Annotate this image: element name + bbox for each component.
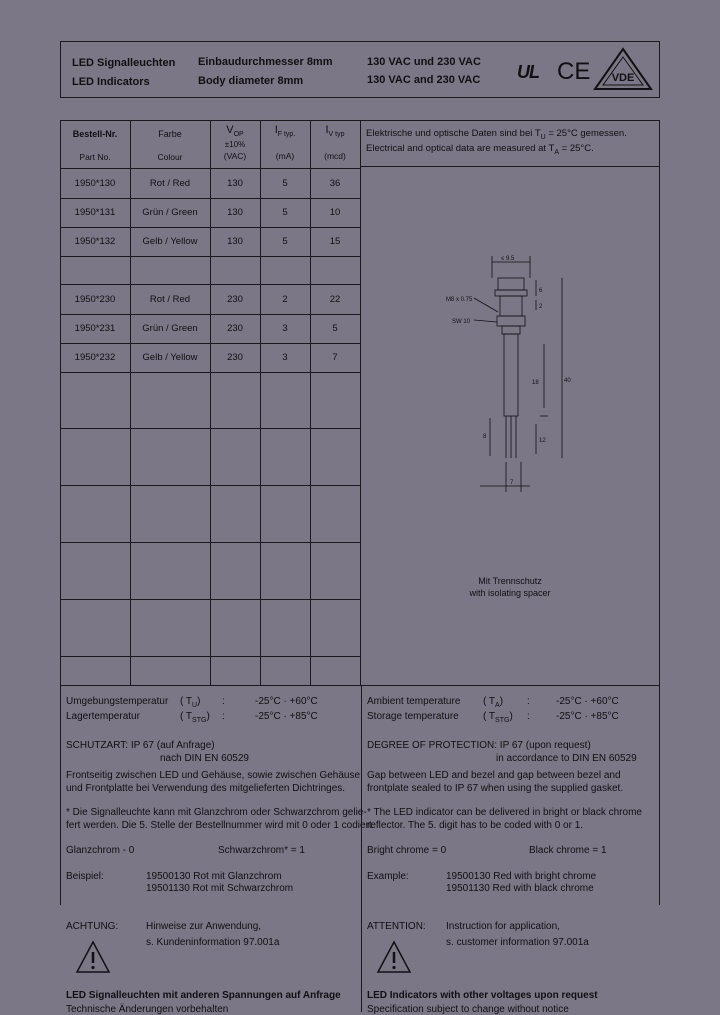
header-intensity-sub: V typ	[328, 131, 345, 139]
storage-symbol-en	[483, 711, 513, 724]
dim-b: 2	[539, 304, 543, 310]
example-2-en: 19501130 Red with black chrome	[446, 883, 594, 894]
cell-part: 1950*232	[74, 352, 116, 363]
footer-2-de: Technische Änderungen vorbehalten	[66, 1004, 229, 1015]
protection-en: DEGREE OF PROTECTION: IP 67 (upon request)	[367, 740, 591, 751]
cell-part: 1950*131	[74, 207, 116, 218]
cell-voltage: 230	[227, 294, 243, 305]
dim-width: ≤ 9.5	[501, 256, 515, 262]
example-1-de: 19500130 Rot mit Glanzchrom	[146, 871, 282, 882]
cell-current: 5	[282, 236, 288, 247]
cell-intensity: 7	[332, 352, 338, 363]
cell-part: 1950*132	[74, 236, 116, 247]
storage-sep-en: :	[527, 711, 530, 722]
attention-label-de: ACHTUNG:	[66, 921, 119, 932]
storage-sub-en: STG	[495, 717, 510, 724]
header-intensity-unit: (mcd)	[324, 151, 346, 161]
measurement-note-en-end: = 25°C.	[559, 143, 594, 154]
cell-intensity: 15	[329, 236, 341, 247]
dim-a: 6	[539, 288, 543, 294]
cell-current: 2	[282, 294, 288, 305]
dimension-drawing	[440, 248, 570, 498]
gap-text-2-en: frontplate sealed to IP 67 when using the supplied gasket.	[367, 783, 624, 794]
chrome-text-1-de: * Die Signalleuchte kann mit Glanzchrom oder Schwarzchrom gelie-	[66, 807, 367, 818]
header-order-en: Part No.	[79, 152, 111, 162]
example-label-en: Example:	[367, 871, 409, 882]
attention-label-en: ATTENTION:	[367, 921, 426, 932]
chrome-text-1-en: * The LED indicator can be delivered in bright or black chrome	[367, 807, 642, 818]
measurement-note-en	[366, 143, 594, 156]
bright-chrome-de: Glanzchrom - 0	[66, 845, 135, 856]
attention-text-1-en: Instruction for application,	[446, 921, 560, 932]
cell-color: Grün / Green	[142, 323, 198, 334]
example-label-de: Beispiel:	[66, 871, 104, 882]
ambient-symbol-en	[483, 696, 503, 709]
cell-intensity: 36	[329, 178, 341, 189]
drawing-caption-en: with isolating spacer	[469, 588, 551, 598]
dim-body: 18	[532, 380, 539, 386]
header-current-sym: I	[274, 124, 278, 136]
header-order-de: Bestell-Nr.	[72, 129, 118, 139]
cell-color: Rot / Red	[149, 178, 191, 189]
header-color-en: Colour	[157, 152, 183, 162]
cell-intensity: 5	[332, 323, 338, 334]
diameter-de: Einbaudurchmesser 8mm	[198, 56, 333, 68]
cell-part: 1950*230	[74, 294, 116, 305]
attention-text-2-de: s. Kundeninformation 97.001a	[146, 937, 280, 948]
dim-wrench: SW 10	[452, 319, 471, 325]
black-chrome-en: Black chrome = 1	[529, 845, 607, 856]
header-color-de: Farbe	[158, 129, 182, 139]
cell-color: Gelb / Yellow	[142, 236, 198, 247]
cell-voltage: 130	[227, 178, 243, 189]
cell-voltage: 130	[227, 207, 243, 218]
measurement-note-de-end: = 25°C gemessen.	[545, 128, 627, 139]
measurement-note-en-sub: A	[554, 148, 560, 156]
ambient-sub-en: A	[495, 702, 500, 709]
footer-1-en: LED Indicators with other voltages upon request	[367, 990, 598, 1001]
cell-color: Grün / Green	[142, 207, 198, 218]
attention-text-2-en: s. customer information 97.001a	[446, 937, 589, 948]
header-voltage-sym: V	[226, 124, 234, 136]
ambient-symbol-de	[180, 696, 200, 709]
drawing-caption-de: Mit Trennschutz	[478, 576, 542, 586]
ambient-close-en: )	[499, 696, 504, 707]
ambient-sep-en: :	[527, 696, 530, 707]
storage-value-en: -25°C · +85°C	[556, 711, 619, 722]
diameter-en: Body diameter 8mm	[198, 75, 304, 87]
dim-c: 8	[483, 434, 487, 440]
storage-close-de: )	[206, 711, 210, 722]
cell-current: 3	[282, 323, 288, 334]
storage-sym-de: ( T	[180, 711, 193, 722]
title-en: LED Indicators	[72, 76, 150, 88]
header-voltage-sub: OP	[233, 131, 244, 139]
header-intensity-sym: I	[325, 124, 329, 136]
header-intensity	[310, 124, 360, 138]
storage-label-de: Lagertemperatur	[66, 711, 140, 722]
storage-value-de: -25°C · +85°C	[255, 711, 318, 722]
ambient-label-de: Umgebungstemperatur	[66, 696, 169, 707]
storage-sub-de: STG	[192, 717, 207, 724]
ambient-sym-de: ( T	[180, 696, 193, 707]
footer-2-en: Specification subject to change without notice	[367, 1004, 569, 1015]
cell-part: 1950*231	[74, 323, 116, 334]
dim-bottom: 7	[510, 480, 514, 486]
measurement-note-de-sub: U	[540, 133, 546, 141]
ambient-sub-de: U	[192, 702, 198, 709]
measurement-note-de	[366, 128, 627, 141]
example-2-de: 19501130 Rot mit Schwarzchrom	[146, 883, 294, 894]
ambient-value-de: -25°C · +60°C	[255, 696, 318, 707]
protection-std-en: in accordance to DIN EN 60529	[496, 753, 637, 764]
header-voltage-unit: (VAC)	[223, 151, 247, 161]
cell-current: 5	[282, 207, 288, 218]
ce-logo: CE	[557, 58, 591, 85]
header-voltage	[210, 124, 260, 138]
dim-d: 12	[539, 438, 546, 444]
chrome-text-2-de: fert werden. Die 5. Stelle der Bestellnummer wird mit 0 oder 1 codiert.	[66, 820, 375, 831]
bright-chrome-en: Bright chrome = 0	[367, 845, 447, 856]
cell-part: 1950*130	[74, 178, 116, 189]
attention-text-1-de: Hinweise zur Anwendung,	[146, 921, 262, 932]
header-voltage-tol: ±10%	[224, 140, 246, 149]
cell-current: 3	[282, 352, 288, 363]
voltage-en: 130 VAC and 230 VAC	[367, 74, 481, 86]
dim-thread: M8 x 0.75	[446, 297, 473, 303]
dim-length: 40	[564, 378, 571, 384]
ambient-sym-en: ( T	[483, 696, 496, 707]
header-current-unit: (mA)	[275, 151, 295, 161]
vde-logo-text: VDE	[611, 72, 635, 84]
black-chrome-de: Schwarzchrom* = 1	[218, 845, 305, 856]
footer-1-de: LED Signalleuchten mit anderen Spannungen auf Anfrage	[66, 990, 341, 1001]
cell-color: Gelb / Yellow	[142, 352, 198, 363]
gap-text-1-de: Frontseitig zwischen LED und Gehäuse, sowie zwischen Gehäuse	[66, 770, 361, 781]
header-current-sub: F typ.	[277, 131, 296, 139]
cell-voltage: 230	[227, 323, 243, 334]
storage-sym-en: ( T	[483, 711, 496, 722]
ambient-label-en: Ambient temperature	[367, 696, 461, 707]
vde-logo	[592, 46, 654, 92]
storage-symbol-de	[180, 711, 210, 724]
protection-de: SCHUTZART: IP 67 (auf Anfrage)	[66, 740, 215, 751]
example-1-en: 19500130 Red with bright chrome	[446, 871, 597, 882]
storage-sep-de: :	[222, 711, 225, 722]
ul-logo: UL	[517, 62, 539, 82]
cell-voltage: 130	[227, 236, 243, 247]
warning-icon	[376, 940, 412, 974]
measurement-note-en-text: Electrical and optical data are measured at T	[366, 143, 555, 154]
storage-label-en: Storage temperature	[367, 711, 459, 722]
cell-current: 5	[282, 178, 288, 189]
header-current	[260, 124, 310, 138]
voltage-de: 130 VAC und 230 VAC	[367, 56, 481, 68]
gap-text-2-de: und Frontplatte bei Verwendung des mitgelieferten Dichtringes.	[66, 783, 346, 794]
storage-close-en: )	[509, 711, 513, 722]
cell-color: Rot / Red	[149, 294, 191, 305]
cell-voltage: 230	[227, 352, 243, 363]
cell-intensity: 22	[329, 294, 341, 305]
gap-text-1-en: Gap between LED and bezel and gap between bezel and	[367, 770, 621, 781]
protection-std-de: nach DIN EN 60529	[160, 753, 249, 764]
measurement-note-de-text: Elektrische und optische Daten sind bei T	[366, 128, 541, 139]
ambient-sep-de: :	[222, 696, 225, 707]
title-de: LED Signalleuchten	[72, 57, 176, 69]
ambient-value-en: -25°C · +60°C	[556, 696, 619, 707]
chrome-text-2-en: reflector. The 5. digit has to be coded with 0 or 1.	[367, 820, 584, 831]
ambient-close-de: )	[197, 696, 201, 707]
warning-icon	[75, 940, 111, 974]
cell-intensity: 10	[329, 207, 341, 218]
